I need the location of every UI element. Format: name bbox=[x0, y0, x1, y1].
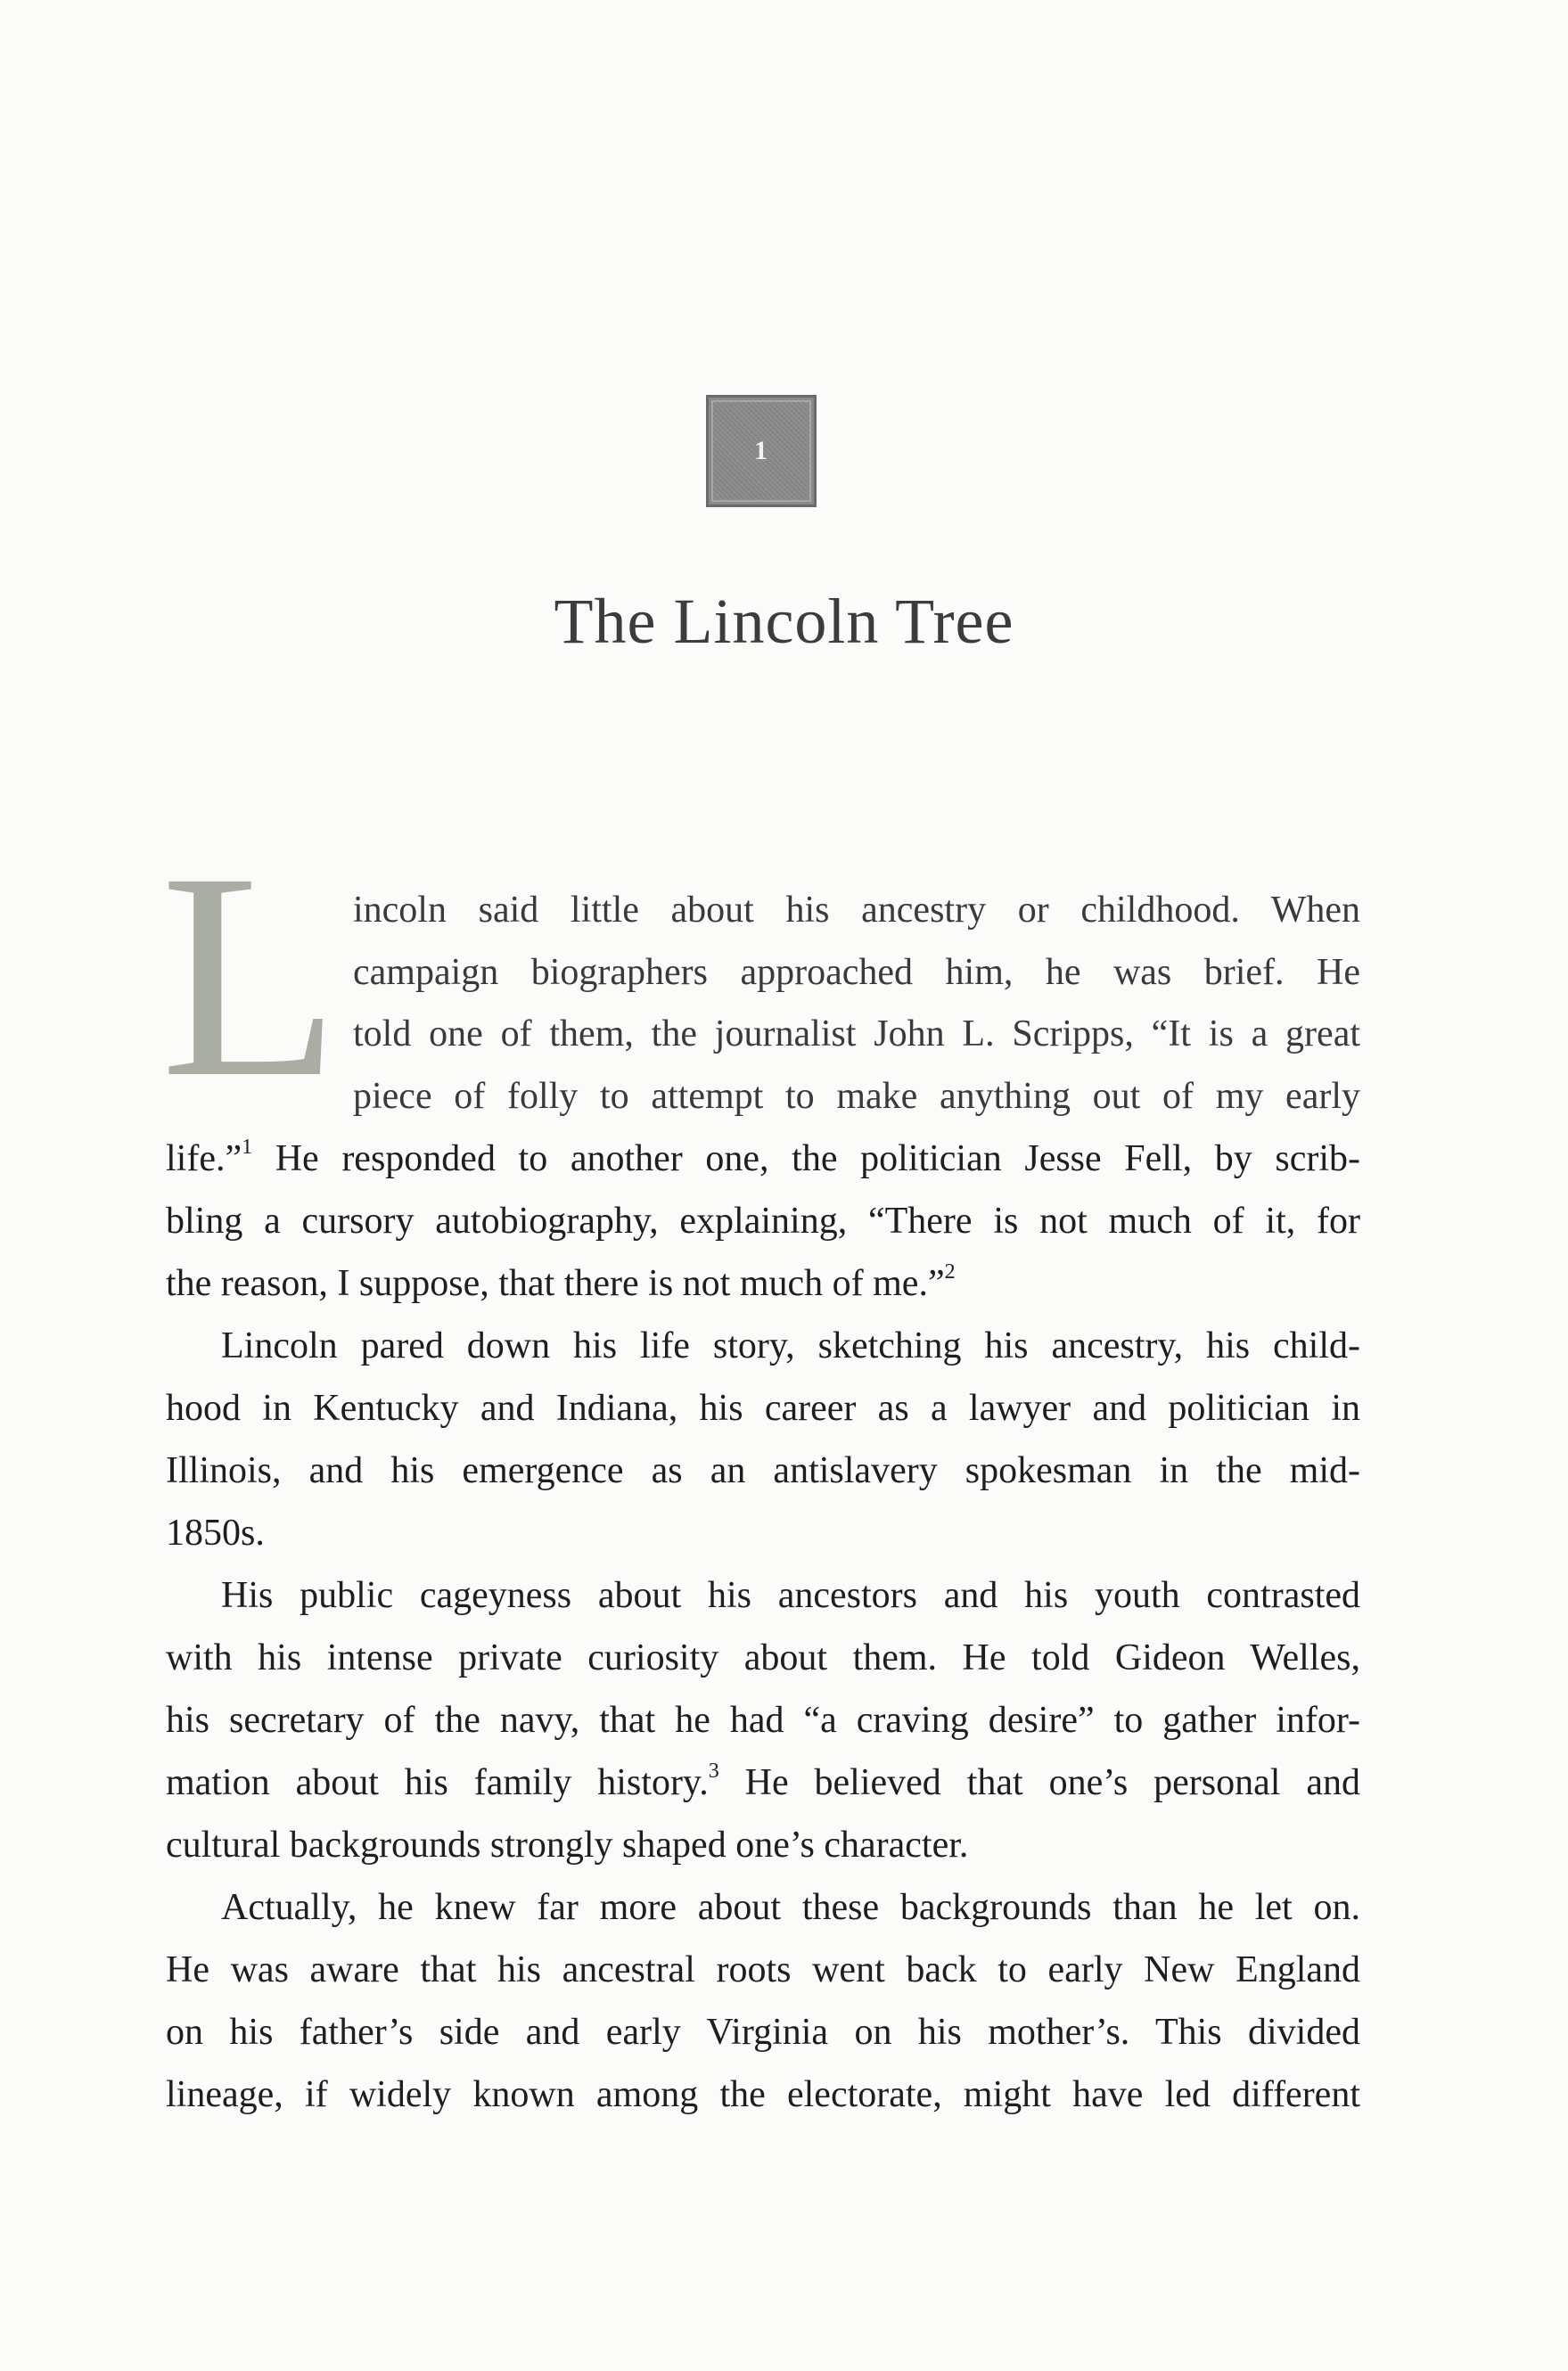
body-line-6: bling a cursory autobiography, explaining, “There is not much of it, for bbox=[166, 1201, 1360, 1242]
body-line-18: He was aware that his ancestral roots went back to early New England bbox=[166, 1949, 1360, 1990]
body-line-19: on his father’s side and early Virginia on his mother’s. This divided bbox=[166, 2012, 1360, 2053]
body-line-15: mation about his family history.$^3$ He believed that one’s personal and bbox=[166, 1760, 1360, 1803]
chapter-title: The Lincoln Tree bbox=[554, 586, 1014, 657]
chapter-number-badge bbox=[706, 395, 817, 507]
body-line-8: Lincoln pared down his life story, sketching his ancestry, his child- bbox=[221, 1325, 1360, 1366]
chapter-number: 1 bbox=[711, 400, 811, 502]
body-line-12: His public cageyness about his ancestors and his youth contrasted bbox=[221, 1575, 1360, 1616]
body-line-9: hood in Kentucky and Indiana, his career as a lawyer and politician in bbox=[166, 1388, 1360, 1429]
body-line-16: cultural backgrounds strongly shaped one’s character. bbox=[166, 1825, 969, 1866]
body-line-7: the reason, I suppose, that there is not much of me.”$^2$ bbox=[166, 1260, 956, 1304]
footnote-ref-3: 3 bbox=[708, 1760, 719, 1783]
body-line-10: Illinois, and his emergence as an antislavery spokesman in the mid- bbox=[166, 1450, 1360, 1491]
body-line-5: life.”$^1$ He responded to another one, the politician Jesse Fell, by scrib- bbox=[166, 1136, 1360, 1179]
body-line-13: with his intense private curiosity about them. He told Gideon Welles, bbox=[166, 1637, 1360, 1678]
body-line-4: piece of folly to attempt to make anything out of my early bbox=[353, 1076, 1360, 1117]
body-line-17: Actually, he knew far more about these backgrounds than he let on. bbox=[221, 1887, 1360, 1928]
body-line-1: incoln said little about his ancestry or childhood. When bbox=[353, 890, 1360, 931]
body-line-14: his secretary of the navy, that he had “a craving desire” to gather infor- bbox=[166, 1700, 1360, 1741]
drop-cap-letter: L bbox=[160, 813, 341, 1138]
body-line-11: 1850s. bbox=[166, 1513, 265, 1554]
body-line-3: told one of them, the journalist John L. Scripps, “It is a great bbox=[353, 1013, 1360, 1054]
footnote-ref-2: 2 bbox=[944, 1260, 956, 1284]
body-line-20: lineage, if widely known among the electorate, might have led different bbox=[166, 2074, 1360, 2115]
footnote-ref-1: 1 bbox=[242, 1136, 253, 1159]
body-line-2: campaign biographers approached him, he was brief. He bbox=[353, 952, 1360, 993]
